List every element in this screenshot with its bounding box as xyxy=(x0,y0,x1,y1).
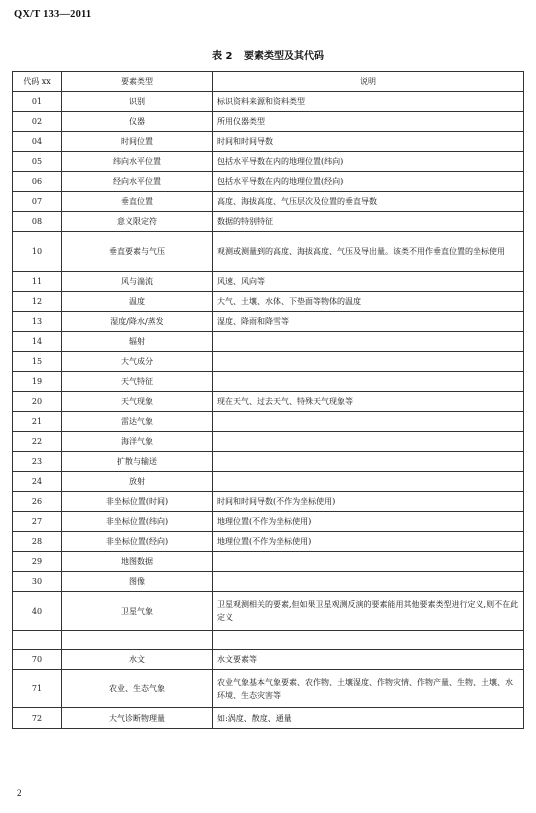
row-code-cell: 72 xyxy=(13,708,62,729)
row-type-cell xyxy=(62,631,213,650)
table-row xyxy=(13,192,524,212)
element-type-table xyxy=(12,71,524,729)
row-type-cell: 非坐标位置(纬向) xyxy=(62,512,213,532)
table-row xyxy=(13,572,524,592)
row-type-cell: 地图数据 xyxy=(62,552,213,572)
row-type-cell: 时间位置 xyxy=(62,132,213,152)
row-type-cell: 温度 xyxy=(62,292,213,312)
row-type-cell: 水文 xyxy=(62,650,213,670)
row-code-cell: 10 xyxy=(13,232,62,272)
row-desc-cell: 标识资料来源和资料类型 xyxy=(213,92,524,112)
table-row xyxy=(13,152,524,172)
row-desc-cell: 地理位置(不作为坐标使用) xyxy=(213,512,524,532)
row-type-cell: 扩散与输送 xyxy=(62,452,213,472)
row-code-cell: 30 xyxy=(13,572,62,592)
table-row xyxy=(13,212,524,232)
row-code-cell: 70 xyxy=(13,650,62,670)
table-title-text: 要素类型及其代码 xyxy=(243,51,324,62)
row-desc-cell: 如:涡度、散度、通量 xyxy=(213,708,524,729)
table-row xyxy=(13,650,524,670)
row-type-cell: 卫星气象 xyxy=(62,592,213,631)
row-code-cell: 28 xyxy=(13,532,62,552)
row-type-cell: 风与湍流 xyxy=(62,272,213,292)
table-row xyxy=(13,172,524,192)
row-code-cell: 22 xyxy=(13,432,62,452)
table-row xyxy=(13,132,524,152)
row-desc-cell xyxy=(213,372,524,392)
row-desc-cell: 风速、风向等 xyxy=(213,272,524,292)
row-code-cell: 05 xyxy=(13,152,62,172)
row-type-cell: 垂直位置 xyxy=(62,192,213,212)
row-type-cell: 辐射 xyxy=(62,332,213,352)
row-desc-cell: 现在天气、过去天气、特殊天气现象等 xyxy=(213,392,524,412)
row-desc-cell xyxy=(213,332,524,352)
table-header-row xyxy=(13,72,524,92)
row-type-cell: 垂直要素与气压 xyxy=(62,232,213,272)
row-code-cell: 20 xyxy=(13,392,62,412)
row-code-cell: 07 xyxy=(13,192,62,212)
table-row xyxy=(13,292,524,312)
row-desc-cell: 水文要素等 xyxy=(213,650,524,670)
table-row xyxy=(13,412,524,432)
row-code-cell: 71 xyxy=(13,670,62,708)
row-code-cell: 40 xyxy=(13,592,62,631)
table-row xyxy=(13,552,524,572)
table-row xyxy=(13,512,524,532)
row-type-cell: 海洋气象 xyxy=(62,432,213,452)
row-code-cell: 12 xyxy=(13,292,62,312)
row-desc-cell xyxy=(213,432,524,452)
row-type-cell: 湿度/降水/蒸发 xyxy=(62,312,213,332)
row-type-cell: 非坐标位置(经向) xyxy=(62,532,213,552)
row-desc-cell xyxy=(213,572,524,592)
table-row xyxy=(13,232,524,272)
row-type-cell: 经向水平位置 xyxy=(62,172,213,192)
table-row xyxy=(13,312,524,332)
row-code-cell: 27 xyxy=(13,512,62,532)
row-code-cell: 02 xyxy=(13,112,62,132)
row-desc-cell: 数据的特别特征 xyxy=(213,212,524,232)
table-row xyxy=(13,708,524,729)
column-header-desc: 说明 xyxy=(213,72,524,92)
table-body xyxy=(13,92,524,729)
row-type-cell: 图像 xyxy=(62,572,213,592)
row-type-cell: 纬向水平位置 xyxy=(62,152,213,172)
row-desc-cell: 地理位置(不作为坐标使用) xyxy=(213,532,524,552)
row-code-cell: 14 xyxy=(13,332,62,352)
row-desc-cell: 高度、海拔高度、气压层次及位置的垂直导数 xyxy=(213,192,524,212)
table-row xyxy=(13,392,524,412)
row-type-cell: 意义限定符 xyxy=(62,212,213,232)
row-code-cell: 08 xyxy=(13,212,62,232)
column-header-code: 代码 xx xyxy=(13,72,62,92)
table-row xyxy=(13,432,524,452)
row-code-cell: 01 xyxy=(13,92,62,112)
table-row xyxy=(13,112,524,132)
row-type-cell: 天气特征 xyxy=(62,372,213,392)
row-desc-cell: 包括水平导数在内的地理位置(纬向) xyxy=(213,152,524,172)
row-desc-cell xyxy=(213,352,524,372)
row-desc-cell: 时间和时间导数 xyxy=(213,132,524,152)
row-desc-cell xyxy=(213,631,524,650)
row-desc-cell xyxy=(213,452,524,472)
row-code-cell: 13 xyxy=(13,312,62,332)
column-header-type: 要素类型 xyxy=(62,72,213,92)
row-type-cell: 放射 xyxy=(62,472,213,492)
row-code-cell: 23 xyxy=(13,452,62,472)
table-row xyxy=(13,592,524,631)
row-type-cell: 天气现象 xyxy=(62,392,213,412)
row-desc-cell: 卫星观测相关的要素,但如果卫星观测反演的要素能用其他要素类型进行定义,则不在此定义 xyxy=(213,592,524,631)
table-row xyxy=(13,92,524,112)
row-type-cell: 仪器 xyxy=(62,112,213,132)
row-desc-cell: 包括水平导数在内的地理位置(经向) xyxy=(213,172,524,192)
table-row xyxy=(13,472,524,492)
row-code-cell xyxy=(13,631,62,650)
row-desc-cell: 观测或测量到的高度、海拔高度、气压及导出量。该类不用作垂直位置的坐标使用 xyxy=(213,232,524,272)
row-code-cell: 11 xyxy=(13,272,62,292)
row-type-cell: 大气成分 xyxy=(62,352,213,372)
table-row xyxy=(13,272,524,292)
row-desc-cell xyxy=(213,472,524,492)
row-desc-cell: 时间和时间导数(不作为坐标使用) xyxy=(213,492,524,512)
table-row xyxy=(13,372,524,392)
table-row xyxy=(13,492,524,512)
row-code-cell: 04 xyxy=(13,132,62,152)
row-type-cell: 大气诊断物理量 xyxy=(62,708,213,729)
row-code-cell: 21 xyxy=(13,412,62,432)
row-desc-cell: 大气、土壤、水体、下垫面等物体的温度 xyxy=(213,292,524,312)
table-number: 表 2 xyxy=(212,51,233,62)
row-type-cell: 雷达气象 xyxy=(62,412,213,432)
table-row xyxy=(13,352,524,372)
table-row xyxy=(13,670,524,708)
row-type-cell: 识别 xyxy=(62,92,213,112)
row-type-cell: 非坐标位置(时间) xyxy=(62,492,213,512)
table-row xyxy=(13,452,524,472)
table-row xyxy=(13,532,524,552)
standard-id: QX/T 133—2011 xyxy=(14,9,92,20)
row-desc-cell xyxy=(213,412,524,432)
row-desc-cell: 农业气象基本气象要素、农作物、土壤湿度、作物灾情、作物产量、生物、土壤、水环境、生态灾害等 xyxy=(213,670,524,708)
table-title xyxy=(0,47,536,62)
row-code-cell: 26 xyxy=(13,492,62,512)
row-code-cell: 06 xyxy=(13,172,62,192)
row-code-cell: 24 xyxy=(13,472,62,492)
table-row xyxy=(13,332,524,352)
row-code-cell: 19 xyxy=(13,372,62,392)
row-code-cell: 15 xyxy=(13,352,62,372)
row-code-cell: 29 xyxy=(13,552,62,572)
row-desc-cell: 所用仪器类型 xyxy=(213,112,524,132)
row-desc-cell xyxy=(213,552,524,572)
page-number: 2 xyxy=(17,788,22,798)
row-type-cell: 农业、生态气象 xyxy=(62,670,213,708)
table-row xyxy=(13,631,524,650)
row-desc-cell: 湿度、降雨和降雪等 xyxy=(213,312,524,332)
